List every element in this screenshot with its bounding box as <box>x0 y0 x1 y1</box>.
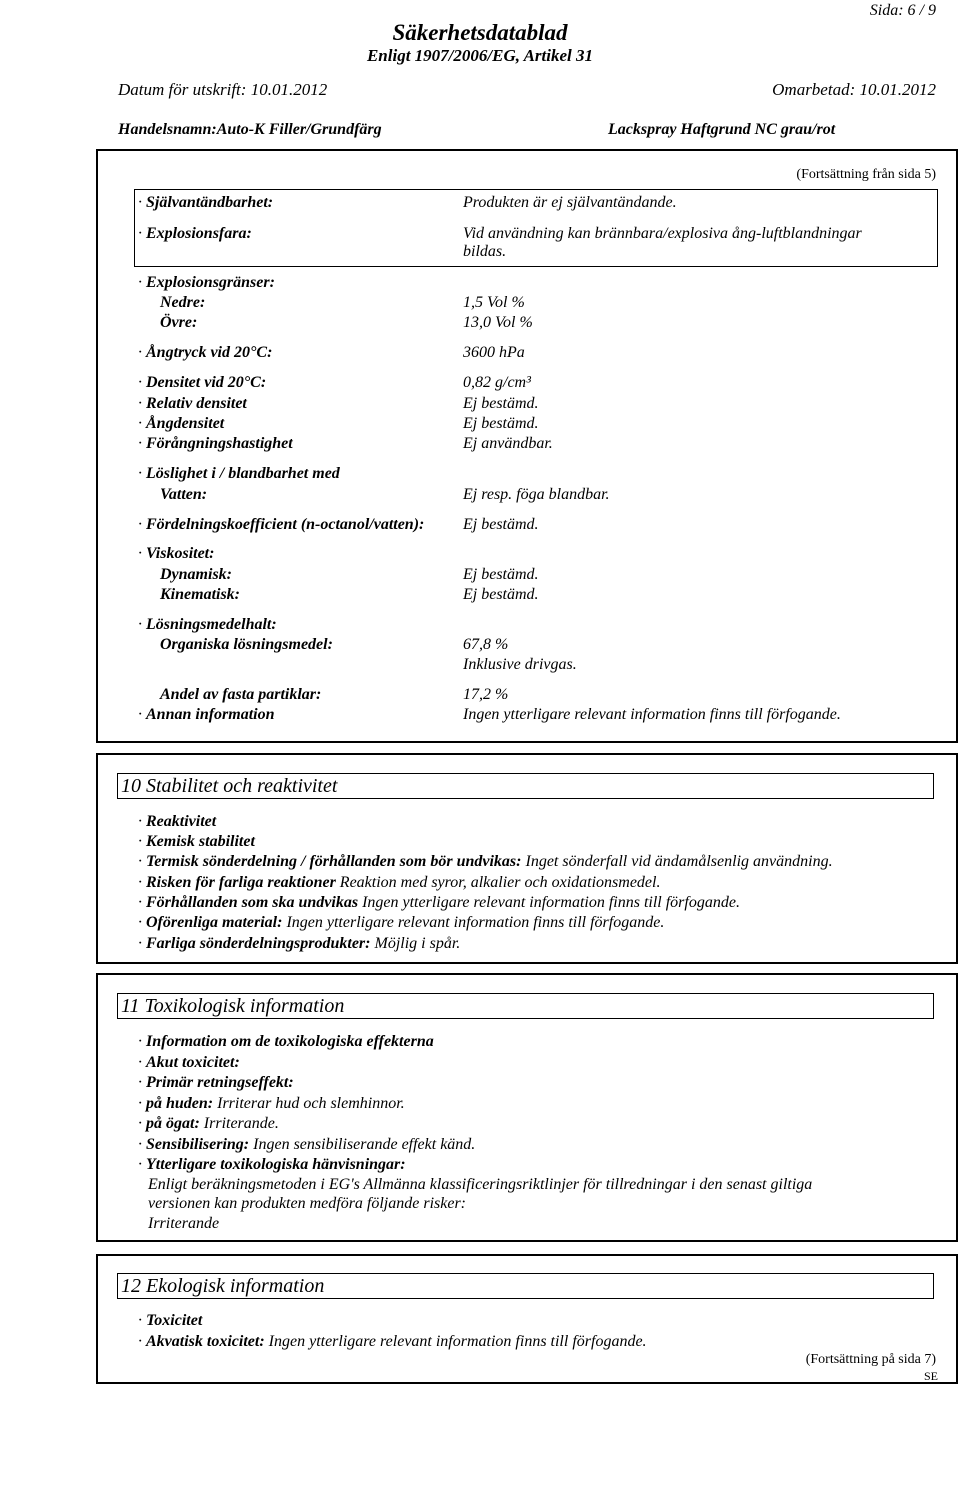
organic-solvent-label: Organiska lösningsmedel: <box>160 636 333 653</box>
additional-text-line-2: versionen kan produkten medföra följande risker: <box>148 1195 467 1212</box>
incompatible-label: Oförenliga material: <box>146 914 283 931</box>
language-code: SE <box>923 1369 938 1383</box>
revision-date: Omarbetad: 10.01.2012 <box>772 80 936 99</box>
vapour-pressure-value: 3600 hPa <box>463 344 525 361</box>
dynamic-value: Ej bestämd. <box>463 566 539 583</box>
trade-name: Handelsnamn:Auto-K Filler/Grundfärg <box>118 121 382 138</box>
avoid-value: Ingen ytterligare relevant information finns till förfogande. <box>362 894 740 911</box>
thermal-value: Inget sönderfall vid ändamålsenlig användning. <box>525 853 833 870</box>
additional-text-line-1: Enligt beräkningsmetoden i EG's Allmänna klassificeringsriktlinjer för tillredningar i den senast giltiga <box>148 1176 813 1193</box>
explosion-hazard-value-cont: bildas. <box>463 243 507 260</box>
document-subtitle: Enligt 1907/2006/EG, Artikel 31 <box>366 46 594 65</box>
lower-limit-value: 1,5 Vol % <box>463 294 525 311</box>
partition-value: Ej bestämd. <box>463 516 539 533</box>
vapour-density-value: Ej bestämd. <box>463 415 539 432</box>
decomposition-products <box>138 935 460 953</box>
incompatible-materials <box>138 914 664 932</box>
kinematic-value: Ej bestämd. <box>463 586 539 603</box>
vapour-density-label: · Ångdensitet <box>138 415 224 433</box>
aquatic-toxicity <box>138 1333 647 1351</box>
thermal-decomposition <box>138 853 833 871</box>
continued-from: (Fortsättning från sida 5) <box>796 167 936 182</box>
viscosity-label: · Viskositet: <box>138 545 214 563</box>
organic-solvent-note: Inklusive drivgas. <box>463 656 577 673</box>
eye-value: Irriterande. <box>203 1115 279 1132</box>
sensitisation <box>138 1136 475 1154</box>
kinematic-label: Kinematisk: <box>160 586 241 603</box>
skin-label: på huden: <box>146 1095 214 1112</box>
aquatic-label: Akvatisk toxicitet: <box>146 1333 265 1350</box>
density-label: · Densitet vid 20°C: <box>138 374 266 392</box>
sensitisation-value: Ingen sensibiliserande effekt känd. <box>253 1136 476 1153</box>
relative-density-value: Ej bestämd. <box>463 395 539 412</box>
product-name: Lackspray Haftgrund NC grau/rot <box>608 121 836 138</box>
print-date: Datum för utskrift: 10.01.2012 <box>118 80 328 99</box>
lower-limit-label: Nedre: <box>160 294 206 311</box>
skin-value: Irriterar hud och slemhinnor. <box>217 1095 405 1112</box>
acute-toxicity: · Akut toxicitet: <box>138 1054 240 1072</box>
upper-limit-label: Övre: <box>160 314 198 331</box>
conditions-to-avoid <box>138 894 740 912</box>
relative-density-label: · Relativ densitet <box>138 395 247 413</box>
explosion-hazard-value: Vid användning kan brännbara/explosiva ång-luftblandningar <box>463 225 862 242</box>
partition-label: · Fördelningskoefficient (n-octanol/vatten): <box>138 516 424 534</box>
dynamic-label: Dynamisk: <box>160 566 232 583</box>
incompatible-value: Ingen ytterligare relevant information finns till förfogande. <box>286 914 665 931</box>
eye-effect <box>138 1115 279 1133</box>
self-ignition-label: · Självantändbarhet: <box>138 194 273 212</box>
other-info-value: Ingen ytterligare relevant information finns till förfogande. <box>463 706 841 723</box>
organic-solvent-value: 67,8 % <box>463 636 509 653</box>
solids-value: 17,2 % <box>463 686 509 703</box>
thermal-label: Termisk sönderdelning / förhållanden som bör undvikas: <box>146 853 522 870</box>
reactivity: · Reaktivitet <box>138 813 216 831</box>
vapour-pressure-label: · Ångtryck vid 20°C: <box>138 344 272 362</box>
hazard-label: Risken för farliga reaktioner <box>146 874 336 891</box>
aquatic-value: Ingen ytterligare relevant information finns till förfogande. <box>268 1333 647 1350</box>
skin-effect <box>138 1095 405 1113</box>
other-info-label: · Annan information <box>138 706 275 724</box>
decomposition-label: Farliga sönderdelningsprodukter: <box>146 935 371 952</box>
document-title: Säkerhetsdatablad <box>392 20 568 45</box>
density-value: 0,82 g/cm³ <box>463 374 531 391</box>
page-number: Sida: 6 / 9 <box>869 2 936 19</box>
water-label: Vatten: <box>160 486 208 503</box>
water-value: Ej resp. föga blandbar. <box>463 486 610 503</box>
avoid-label: Förhållanden som ska undvikas <box>146 894 359 911</box>
explosion-limits-label: · Explosionsgränser: <box>138 274 275 292</box>
chemical-stability: · Kemisk stabilitet <box>138 833 255 851</box>
sensitisation-label: Sensibilisering: <box>146 1136 250 1153</box>
explosion-hazard-label: · Explosionsfara: <box>138 225 252 243</box>
decomposition-value: Möjlig i spår. <box>374 935 461 952</box>
hazard-value: Reaktion med syror, alkalier och oxidationsmedel. <box>339 874 661 891</box>
continued-on: (Fortsättning på sida 7) <box>805 1352 936 1367</box>
hazardous-reactions <box>138 874 660 892</box>
evaporation-value: Ej användbar. <box>463 435 553 452</box>
evaporation-label: · Förångningshastighet <box>138 435 293 453</box>
solubility-label: · Löslighet i / blandbarhet med <box>138 465 340 483</box>
primary-irritant: · Primär retningseffekt: <box>138 1074 294 1092</box>
toxicity: · Toxicitet <box>138 1312 202 1330</box>
solids-label: Andel av fasta partiklar: <box>160 686 322 703</box>
toxicological-effects: · Information om de toxikologiska effekterna <box>138 1033 434 1051</box>
eye-label: på ögat: <box>146 1115 200 1132</box>
upper-limit-value: 13,0 Vol % <box>463 314 533 331</box>
section-10-title: 10 Stabilitet och reaktivitet <box>121 775 338 797</box>
additional-text-line-3: Irriterande <box>148 1215 220 1232</box>
additional-toxicological-label: · Ytterligare toxikologiska hänvisningar: <box>138 1156 406 1174</box>
section-11-title: 11 Toxikologisk information <box>121 995 345 1017</box>
section-12-title: 12 Ekologisk information <box>121 1275 325 1297</box>
solvent-label: · Lösningsmedelhalt: <box>138 616 277 634</box>
self-ignition-value: Produkten är ej självantändande. <box>463 194 677 211</box>
